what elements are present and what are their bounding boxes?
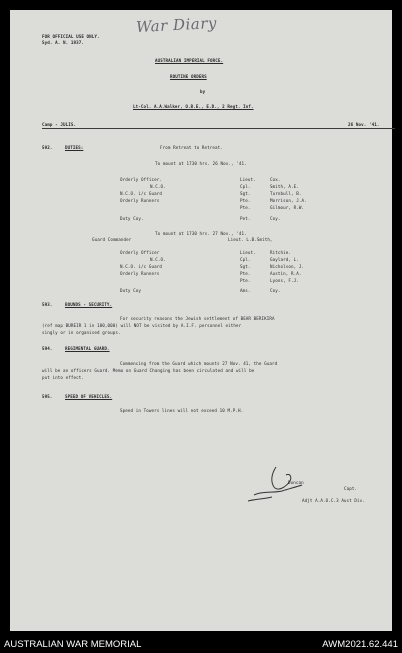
- duty1-name-0: Cox.: [270, 177, 281, 182]
- duty1-rank-3: Pte.: [240, 198, 251, 203]
- title-line-3: by: [200, 89, 206, 94]
- duty1-name-4: Gilmour, R.W.: [270, 205, 305, 210]
- duty1-name-1: Smith, A.E.: [270, 184, 299, 189]
- duties-mount-2: To mount at 1730 hrs. 27 Nov., '41.: [155, 231, 247, 236]
- bounds-line-2: singly or in organised groups.: [42, 330, 121, 335]
- guard-number: 594.: [42, 346, 53, 351]
- duty1-rank-1: Cpl.: [240, 184, 251, 189]
- duty2-name-2: Nicholson, J.: [270, 264, 305, 269]
- duty2-rank-2: Sgt.: [240, 264, 251, 269]
- duty2-name-3: Austin, R.A.: [270, 271, 302, 276]
- title-line-1: AUSTRALIAN IMPERIAL FORCE.: [155, 58, 224, 63]
- duty2-rank-5: Ams.: [240, 288, 251, 293]
- duties-heading: DUTIES:: [65, 145, 84, 150]
- bounds-line-1: (ref map BUREIR 1 in 100,000) will NOT be visited by A.I.F. personnel either: [42, 323, 242, 328]
- security-line-1: FOR OFFICIAL USE ONLY.: [42, 34, 100, 39]
- speed-line: Speed in Towers lines will not exceed 10 M.P.H.: [120, 408, 244, 413]
- title-line-2: ROUTINE ORDERS: [170, 74, 207, 79]
- archive-footer: [0, 637, 402, 653]
- duty2-rank-1: Cpl.: [240, 257, 251, 262]
- duty1-role-2: N.C.O. i/c Guard: [120, 191, 162, 196]
- duty2-role-5: Duty Coy: [120, 288, 141, 293]
- duties-intro: From Retreat to Retreat.: [160, 145, 223, 150]
- signature-rank: Capt.: [344, 486, 358, 491]
- duty2-role-0: Orderly Officer: [120, 250, 160, 255]
- guard-commander-value: Lieut. L.B.Smith,: [228, 237, 273, 242]
- guard-line-0: Commencing from the Guard which mounts 27 Nov. 41, the Guard: [120, 361, 278, 366]
- document-page: [10, 10, 392, 631]
- duty1-rank-0: Lieut.: [240, 177, 256, 182]
- bounds-number: 593.: [42, 302, 53, 307]
- duty1-role-0: Orderly Officer.: [120, 177, 162, 182]
- duties-number: 592.: [42, 145, 53, 150]
- duty1-rank-5: Pet.: [240, 216, 251, 221]
- speed-heading: SPEED OF VEHICLES.: [65, 394, 113, 399]
- duty1-name-2: Turnbull, B.: [270, 191, 302, 196]
- duty1-role-1: N.C.O.: [150, 184, 166, 189]
- duty1-role-5: Duty Coy.: [120, 216, 144, 221]
- duty2-rank-0: Lieut.: [240, 250, 256, 255]
- bounds-line-0: For security reasons the Jewish settlement of BEAR BERIKIRA: [120, 316, 275, 321]
- security-line-2: Syd. A. N. 1937.: [42, 40, 84, 45]
- duty1-rank-4: Pte.: [240, 205, 251, 210]
- duty2-rank-4: Pte.: [240, 278, 251, 283]
- duty2-name-4: Lyons, F.J.: [270, 278, 299, 283]
- title-line-4: Lt-Col. A.A.Walker, O.B.E., E.D., 2 Regt. Inf.: [133, 104, 254, 109]
- signature-name: Duncan: [288, 480, 304, 485]
- guard-line-1: will be an officers Guard. Memo on Guard Changing has been circulated and will be: [42, 368, 255, 373]
- guard-commander-label: Guard Commander: [92, 237, 132, 242]
- duty2-name-5: Coy.: [270, 288, 281, 293]
- duty2-rank-3: Pte.: [240, 271, 251, 276]
- date: 26 Nov. '41.: [348, 122, 380, 127]
- footer-archive-name: AUSTRALIAN WAR MEMORIAL: [4, 639, 142, 650]
- duty2-name-0: Ritchie.: [270, 250, 291, 255]
- duty1-name-3: Morrison, J.A.: [270, 198, 307, 203]
- speed-number: 595.: [42, 394, 53, 399]
- handwritten-war-diary-note: War Diary: [135, 13, 218, 37]
- bounds-heading: BOUNDS - SECURITY.: [65, 302, 113, 307]
- guard-line-2: put into effect.: [42, 375, 84, 380]
- footer-accession-number: AWM2021.62.441: [322, 639, 398, 650]
- header-rule: [42, 128, 395, 129]
- guard-heading: REGIMENTAL GUARD.: [65, 346, 110, 351]
- signature-scrawl: [246, 465, 306, 505]
- duty1-rank-2: Sgt.: [240, 191, 251, 196]
- duty2-role-3: Orderly Runners: [120, 271, 160, 276]
- duty2-name-1: Gaylard, L.: [270, 257, 299, 262]
- duty1-role-3: Orderly Runners: [120, 198, 160, 203]
- duty2-role-2: N.C.O. i/c Guard: [120, 264, 162, 269]
- duty2-role-1: N.C.O.: [150, 257, 166, 262]
- duty1-name-5: Coy.: [270, 216, 281, 221]
- place: Camp - JULIS.: [42, 122, 77, 127]
- signature-title: Adjt A.A.O.C.3 Aust Div.: [302, 498, 365, 503]
- duties-mount-1: To mount at 1730 hrs. 26 Nov., '41.: [155, 161, 247, 166]
